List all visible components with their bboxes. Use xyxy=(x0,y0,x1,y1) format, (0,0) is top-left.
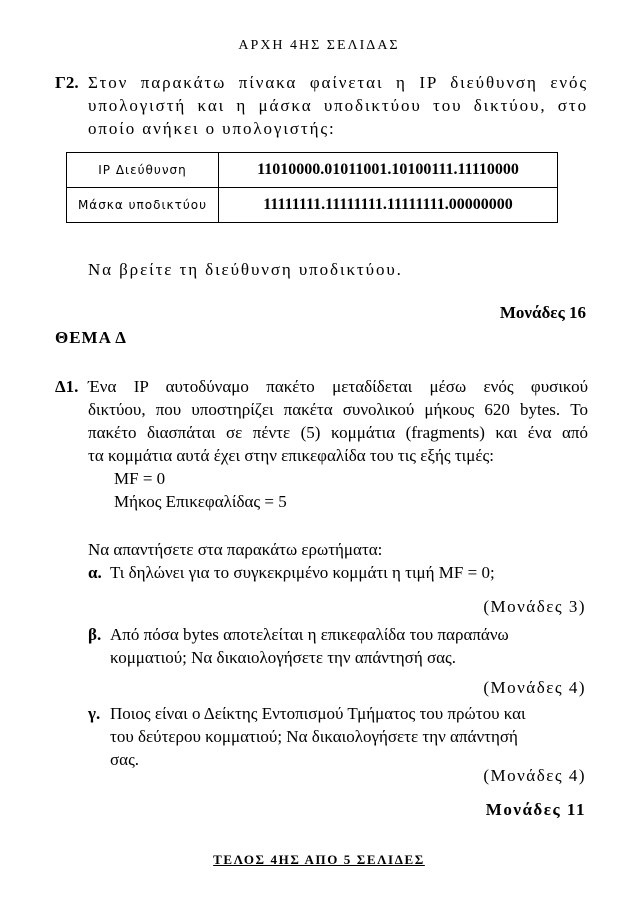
table-row xyxy=(67,188,558,223)
subnet-mask-value: 11111111.11111111.11111111.00000000 xyxy=(219,188,558,223)
g2-line-2: υπολογιστή και η μάσκα υποδικτύου του δικτύου, στο xyxy=(88,96,588,115)
question-b-marks: (Μονάδες 4) xyxy=(483,678,586,697)
question-letter-c: γ. xyxy=(88,704,101,723)
question-c-line-3: σας. xyxy=(110,750,140,769)
table-row xyxy=(67,153,558,188)
d1-line-3: πακέτο διασπάται σε πέντε (5) κομμάτια (fragments) και ένα από xyxy=(88,423,588,442)
d1-total-marks: Μονάδες 11 xyxy=(485,800,586,819)
subnet-mask-label: Μάσκα υποδικτύου xyxy=(67,188,219,223)
question-c-marks: (Μονάδες 4) xyxy=(483,766,586,785)
header-length-value: Μήκος Επικεφαλίδας = 5 xyxy=(114,492,287,511)
question-a-marks: (Μονάδες 3) xyxy=(483,597,586,616)
question-label-g2: Γ2. xyxy=(55,73,79,92)
d1-line-4: τα κομμάτια αυτά έχει στην επικεφαλίδα του τις εξής τιμές: xyxy=(88,446,494,465)
page-header: ΑΡΧΗ 4ΗΣ ΣΕΛΙΔΑΣ xyxy=(238,38,400,53)
page-footer: ΤΕΛΟΣ 4ΗΣ ΑΠΟ 5 ΣΕΛΙΔΕΣ xyxy=(213,852,425,867)
g2-line-1: Στον παρακάτω πίνακα φαίνεται η IP διεύθυνση ενός xyxy=(88,73,588,92)
ip-address-value: 11010000.01011001.10100111.11110000 xyxy=(219,153,558,188)
question-c-line-1: Ποιος είναι ο Δείκτης Εντοπισμού Τμήματος του πρώτου και xyxy=(110,704,526,723)
d1-intro: Να απαντήσετε στα παρακάτω ερωτήματα: xyxy=(88,540,383,559)
question-b-line-1: Από πόσα bytes αποτελείται η επικεφαλίδα του παραπάνω xyxy=(110,625,509,644)
question-letter-a: α. xyxy=(88,563,102,582)
g2-marks: Μονάδες 16 xyxy=(499,303,586,322)
question-label-d1: Δ1. xyxy=(55,377,79,396)
question-c-line-2: του δεύτερου κομματιού; Να δικαιολογήσετε την απάντησή xyxy=(110,727,518,746)
g2-ask: Να βρείτε τη διεύθυνση υποδικτύου. xyxy=(88,260,403,279)
question-a-line-1: Τι δηλώνει για το συγκεκριμένο κομμάτι η τιμή MF = 0; xyxy=(110,563,495,582)
ip-address-label: IP Διεύθυνση xyxy=(67,153,219,188)
d1-line-1: Ένα IP αυτοδύναμο πακέτο μεταδίδεται μέσω ενός φυσικού xyxy=(88,377,588,396)
g2-line-3: οποίο ανήκει ο υπολογιστής: xyxy=(88,119,336,138)
question-letter-b: β. xyxy=(88,625,102,644)
question-b-line-2: κομματιού; Να δικαιολογήσετε την απάντησή σας. xyxy=(110,648,457,667)
mf-value: MF = 0 xyxy=(114,469,166,488)
ip-table xyxy=(66,152,558,223)
section-title: ΘΕΜΑ Δ xyxy=(55,328,127,347)
d1-line-2: δικτύου, που υποστηρίζει πακέτα συνολικού μήκους 620 bytes. Το xyxy=(88,400,588,419)
